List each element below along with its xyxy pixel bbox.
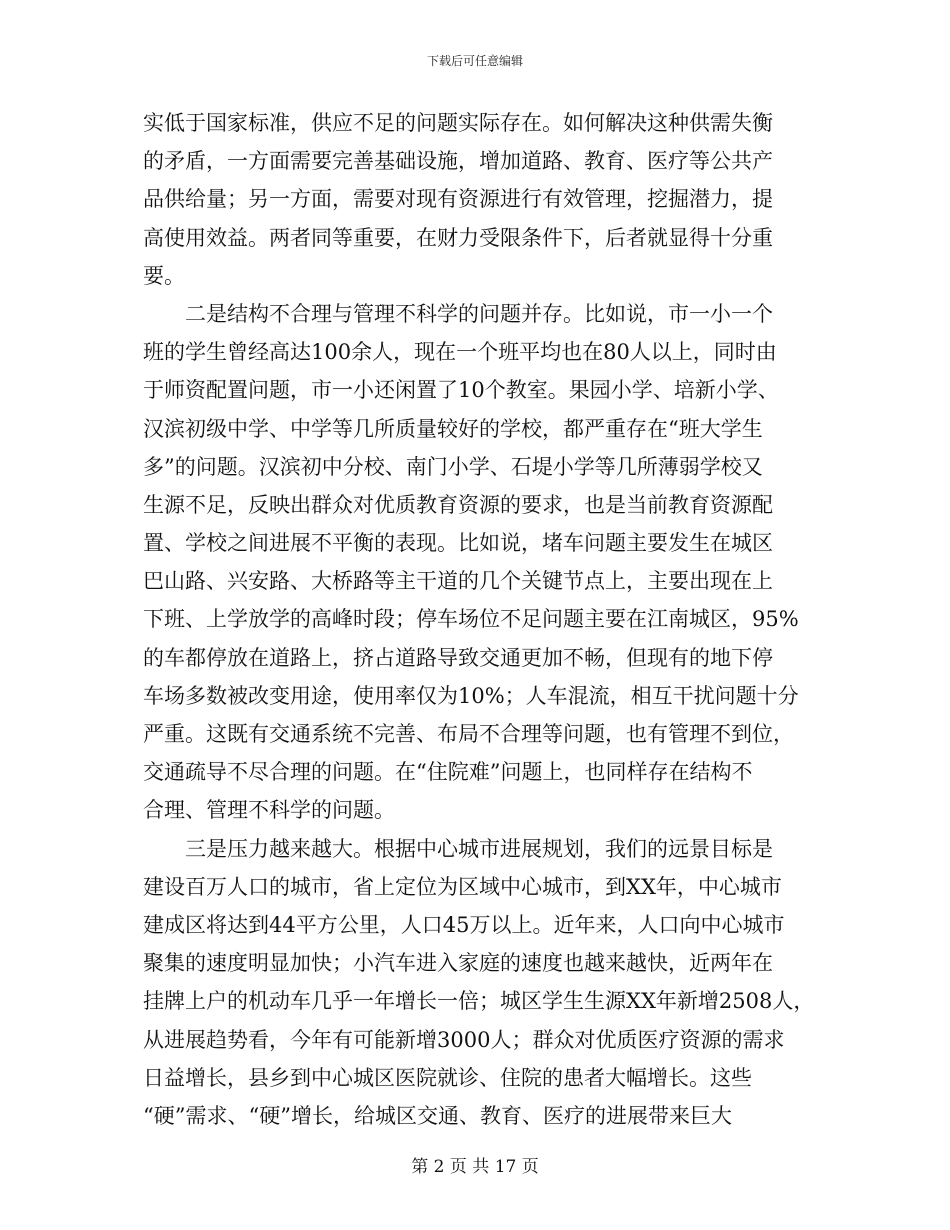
text-line: 的车都停放在道路上，挤占道路导致交通更加不畅，但现有的地下停 xyxy=(143,645,773,670)
page-footer: 第 2 页 共 17 页 xyxy=(411,1157,539,1177)
text-line: 建设百万人口的城市，省上定位为区域中心城市，到XX年，中心城市 xyxy=(143,874,782,899)
text-line: 从进展趋势看，今年有可能新增3000人；群众对优质医疗资源的需求 xyxy=(143,1027,785,1052)
text-line: 汉滨初级中学、中学等几所质量较好的学校，都严重存在“班大学生 xyxy=(143,416,763,441)
text-line: 日益增长，县乡到中心城区医院就诊、住院的患者大幅增长。这些 xyxy=(143,1065,752,1090)
text-line: 生源不足，反映出群众对优质教育资源的要求，也是当前教育资源配 xyxy=(143,492,773,517)
text-line: 的矛盾，一方面需要完善基础设施，增加道路、教育、医疗等公共产 xyxy=(143,149,773,174)
text-line: 实低于国家标准，供应不足的问题实际存在。如何解决这种供需失衡 xyxy=(143,111,773,135)
text-line: 高使用效益。两者同等重要，在财力受限条件下，后者就显得十分重 xyxy=(143,225,773,250)
text-line: 下班、上学放学的高峰时段；停车场位不足问题主要在江南城区，95% xyxy=(143,607,799,632)
text-line: 车场多数被改变用途，使用率仅为10%；人车混流，相互干扰问题十分 xyxy=(143,683,799,708)
page-header: 下载后可任意编辑 xyxy=(426,54,523,68)
text-line: 挂牌上户的机动车几乎一年增长一倍；城区学生生源XX年新增2508人， xyxy=(143,989,815,1014)
text-line: 合理、管理不科学的问题。 xyxy=(143,798,395,823)
text-line: 二是结构不合理与管理不科学的问题并存。比如说，市一小一个 xyxy=(143,301,773,326)
text-line: 班的学生曾经高达100余人，现在一个班平均也在80人以上，同时由 xyxy=(143,340,777,365)
text-line: 交通疏导不尽合理的问题。在“住院难”问题上，也同样存在结构不 xyxy=(143,760,753,785)
text-line: 品供给量；另一方面，需要对现有资源进行有效管理，挖掘潜力，提 xyxy=(143,187,773,212)
text-line: “硬”需求、“硬”增长，给城区交通、教育、医疗的进展带来巨大 xyxy=(143,1103,732,1128)
text-line: 要。 xyxy=(143,263,185,288)
text-line: 严重。这既有交通系统不完善、布局不合理等问题，也有管理不到位， xyxy=(143,722,794,746)
text-line: 巴山路、兴安路、大桥路等主干道的几个关键节点上，主要出现在上 xyxy=(143,569,773,594)
text-line: 聚集的速度明显加快；小汽车进入家庭的速度也越来越快，近两年在 xyxy=(143,951,773,976)
text-line: 于师资配置问题，市一小还闲置了10个教室。果园小学、培新小学、 xyxy=(143,378,779,403)
text-line: 建成区将达到44平方公里，人口45万以上。近年来，人口向中心城市 xyxy=(143,912,785,937)
document-body xyxy=(143,104,828,1135)
text-line: 三是压力越来越大。根据中心城市进展规划，我们的远景目标是 xyxy=(143,836,773,861)
text-line: 多”的问题。汉滨初中分校、南门小学、石堤小学等几所薄弱学校又 xyxy=(143,454,763,479)
text-line: 置、学校之间进展不平衡的表现。比如说，堵车问题主要发生在城区 xyxy=(143,531,773,556)
